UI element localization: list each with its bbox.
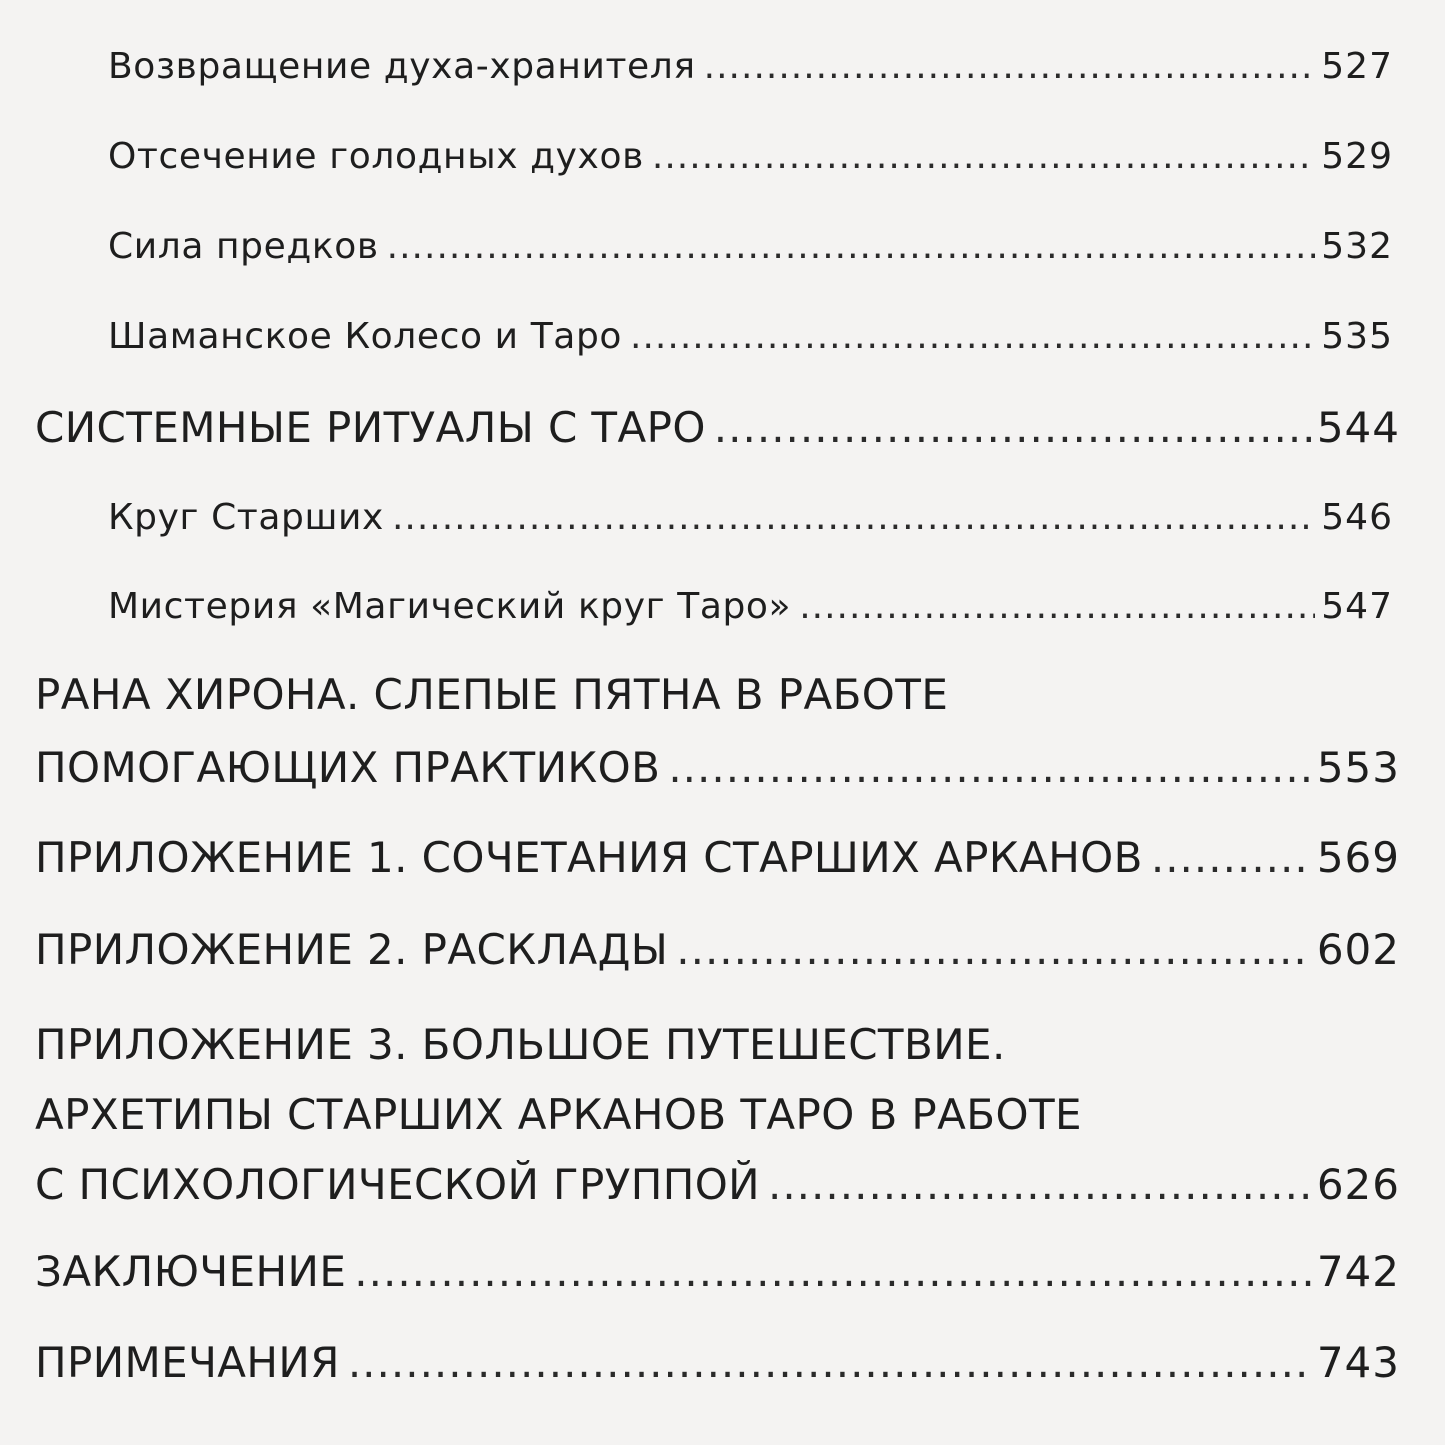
dot-leader <box>652 136 1315 177</box>
toc-section-title: ЗАКЛЮЧЕНИЕ <box>35 1247 347 1296</box>
toc-entry-line <box>35 1247 1400 1305</box>
dot-leader <box>354 1247 1311 1296</box>
toc-section-title: С ПСИХОЛОГИЧЕСКОЙ ГРУППОЙ <box>35 1160 760 1209</box>
toc-page-number: 546 <box>1321 497 1393 538</box>
dot-leader <box>668 743 1311 792</box>
dot-leader <box>799 586 1315 627</box>
toc-section-title-line: РАНА ХИРОНА. СЛЕПЫЕ ПЯТНА В РАБОТЕ <box>35 670 949 719</box>
toc-entry-line <box>108 226 1393 276</box>
toc-page-number: 742 <box>1316 1247 1400 1296</box>
toc-page-number: 532 <box>1321 226 1393 267</box>
toc-entry-line <box>108 497 1393 547</box>
toc-entry-title: Мистерия «Магический круг Таро» <box>108 586 792 627</box>
toc-entry-title: Возвращение духа-хранителя <box>108 46 696 87</box>
toc-page-number: 547 <box>1321 586 1393 627</box>
toc-page-number: 743 <box>1316 1338 1400 1387</box>
toc-page-number: 569 <box>1316 833 1400 882</box>
toc-entry-line <box>108 136 1393 186</box>
toc-section-title-line: АРХЕТИПЫ СТАРШИХ АРКАНОВ ТАРО В РАБОТЕ <box>35 1090 1082 1139</box>
dot-leader <box>392 497 1315 538</box>
toc-entry-line <box>108 586 1393 636</box>
toc-section-title: ПРИМЕЧАНИЯ <box>35 1338 340 1387</box>
toc-entry-line <box>35 925 1400 983</box>
toc-page-number: 527 <box>1321 46 1393 87</box>
toc-entry-title: Отсечение голодных духов <box>108 136 644 177</box>
toc-entry-line <box>35 743 1400 801</box>
toc-page-number: 553 <box>1316 743 1400 792</box>
toc-page-number: 535 <box>1321 316 1393 357</box>
toc-page-number: 529 <box>1321 136 1393 177</box>
toc-section-title-line: ПРИЛОЖЕНИЕ 3. БОЛЬШОЕ ПУТЕШЕСТВИЕ. <box>35 1020 1006 1069</box>
toc-entry-line <box>35 403 1400 461</box>
toc-section-title: СИСТЕМНЫЕ РИТУАЛЫ С ТАРО <box>35 403 706 452</box>
dot-leader <box>676 925 1311 974</box>
toc-entry-title: Круг Старших <box>108 497 384 538</box>
toc-entry-line <box>35 833 1400 891</box>
toc-entry-line <box>108 46 1393 96</box>
dot-leader <box>387 226 1316 267</box>
dot-leader <box>714 403 1311 452</box>
toc-entry-title: Шаманское Колесо и Таро <box>108 316 623 357</box>
toc-section-title: ПРИЛОЖЕНИЕ 1. СОЧЕТАНИЯ СТАРШИХ АРКАНОВ <box>35 833 1143 882</box>
toc-section-title: ПРИЛОЖЕНИЕ 2. РАСКЛАДЫ <box>35 925 669 974</box>
toc-entry-line <box>35 1338 1400 1396</box>
toc-section-title: ПОМОГАЮЩИХ ПРАКТИКОВ <box>35 743 661 792</box>
dot-leader <box>704 46 1316 87</box>
dot-leader <box>1151 833 1311 882</box>
toc-entry-line <box>108 316 1393 366</box>
toc-page-number: 626 <box>1316 1160 1400 1209</box>
toc-entry-title: Сила предков <box>108 226 379 267</box>
toc-page-number: 544 <box>1316 403 1400 452</box>
dot-leader <box>768 1160 1311 1209</box>
dot-leader <box>348 1338 1311 1387</box>
dot-leader <box>630 316 1315 357</box>
toc-page-number: 602 <box>1316 925 1400 974</box>
toc-entry-line <box>35 1160 1400 1218</box>
